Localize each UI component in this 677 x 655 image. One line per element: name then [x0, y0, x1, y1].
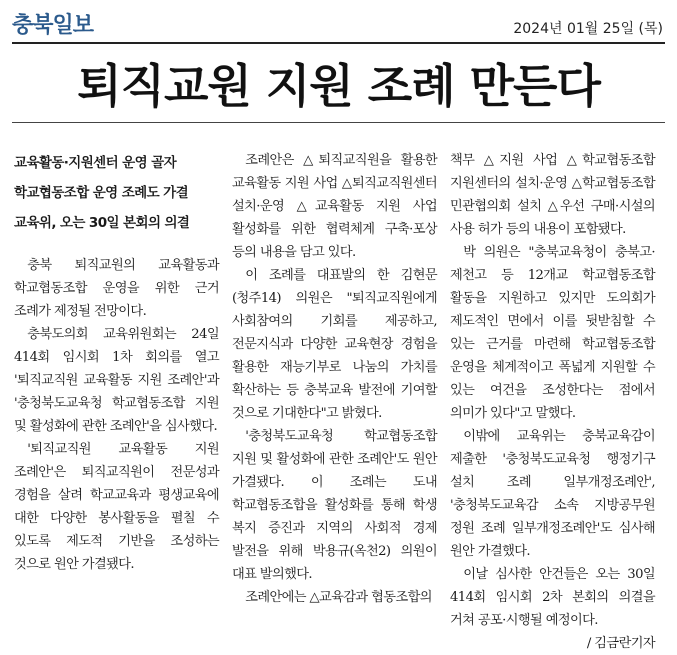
headline-rule — [12, 122, 665, 123]
body-paragraph: 이날 심사한 안건들은 오는 30일 414회 임시회 2차 본회의 의결을 거쳐 공포·시행될 예정이다. — [450, 567, 655, 628]
subheadline-line: 학교협동조합 운영 조례도 가결 — [14, 185, 189, 201]
body-paragraph: 이밖에 교육위는 충북교육감이 제출한 '충청북도교육청 행정기구 설치 조례 일부개정조례안', '충청북도교육감 소속 지방공무원 정원 조례 일부개정조례안'도 심사해 원안 가결했다. — [450, 429, 655, 559]
article-headline: 퇴직교원 지원 조례 만든다 — [77, 59, 600, 113]
body-paragraph-continued: 책무 △지원 사업 △학교협동조합 지원센터의 설치·운영 △학교협동조합 민관협의회 설치 △우선 구매·시설의 사용 허가 등의 내용이 포함됐다. — [450, 153, 655, 237]
body-paragraph: 박 의원은 "충북교육청이 충북고·제천고 등 12개교 학교협동조합 활동을 지원하고 있지만 도의회가 제도적인 면에서 이를 뒷받침할 수 있는 근거를 마련해 학교협동조합 운영을 체계적이고 폭넓게 지원할 수 있는 여건을 조성한다는 점에서 의미가 있다"고 말했다. — [450, 245, 655, 421]
body-paragraph: 충북 퇴직교원의 교육활동과 학교협동조합 운영을 위한 근거 조례가 제정될 전망이다. — [14, 258, 219, 319]
body-paragraph: '충청북도교육청 학교협동조합 지원 및 활성화에 관한 조례안'도 원안 가결됐다. 이 조례는 도내 학교협동조합을 활성화를 통해 학생 복지 증진과 지역의 사회적 경제 발전을 위해 박용규(옥천2) 의원이 대표 발의했다. — [232, 429, 437, 582]
masthead-rule — [12, 42, 665, 44]
newspaper-name: 충북일보 — [12, 13, 94, 38]
body-paragraph: 이 조례를 대표발의 한 김현문(청주14) 의원은 "퇴직교직원에게 사회참여의 기회를 제공하고, 전문지식과 다양한 교육현장 경험을 활용한 재능기부로 나눔의 가치를 확산하는 등 충북교육 발전에 기여할 것으로 기대한다"고 밝혔다. — [232, 268, 437, 421]
reporter-byline: / 김금란기자 — [586, 636, 655, 651]
article-column-1 — [14, 148, 219, 576]
subheadline-line: 교육활동·지원센터 운영 골자 — [14, 155, 177, 171]
masthead — [0, 0, 677, 44]
body-paragraph: '퇴직교직원 교육활동 지원 조례안'은 퇴직교직원이 전문성과 경험을 살려 학교교육과 평생교육에 대한 다양한 봉사활동을 펼칠 수 있도록 제도적 기반을 조성하는 것으로 원안 가결됐다. — [14, 442, 219, 572]
subheadline-line: 교육위, 오는 30일 본회의 의결 — [14, 215, 190, 231]
body-paragraph: 조례안에는 △교육감과 협동조합의 — [245, 590, 432, 605]
publication-date: 2024년 01월 25일 (목) — [513, 21, 663, 37]
subheadline-deck — [14, 148, 219, 238]
body-paragraph: 충북도의회 교육위원회는 24일 414회 임시회 1차 회의를 열고 '퇴직교직원 교육활동 지원 조례안'과 '충청북도교육청 학교협동조합 지원 및 활성화에 관한 조례안'을 심사했다. — [14, 327, 219, 434]
article-column-2 — [232, 149, 437, 609]
article-column-3 — [450, 149, 655, 655]
body-paragraph: 조례안은 △퇴직교직원을 활용한 교육활동 지원 사업 △퇴직교직원센터 설치·운영 △교육활동 지원 사업 활성화를 위한 협력체계 구축·포상 등의 내용을 담고 있다. — [232, 153, 437, 260]
